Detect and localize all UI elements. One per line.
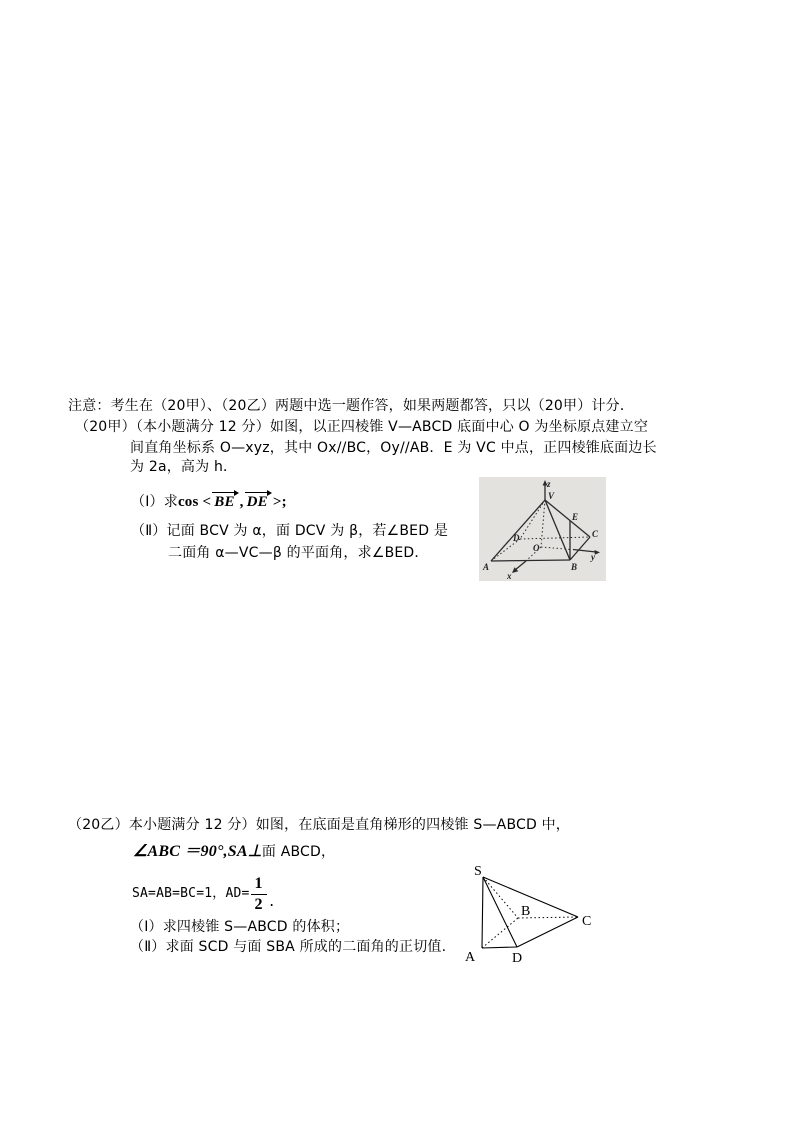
vertex-label-d: D — [512, 951, 523, 964]
angle-abc-expression: ∠ABC ＝90°,SA⊥ — [133, 843, 262, 860]
given-equalities: SA=AB=BC=1，AD= — [132, 886, 250, 901]
fraction-one-half — [251, 876, 267, 913]
axis-label-x: x — [507, 571, 512, 581]
fraction-denominator: 2 — [254, 895, 263, 913]
vertex-label-b: B — [521, 904, 531, 919]
figure1-svg — [479, 477, 606, 581]
vector-separator-comma: , — [239, 494, 244, 510]
notice-line: 注意：考生在（20甲）、（20乙）两题中选一题作答，如果两题都答，只以（20甲）计分． — [68, 398, 635, 414]
vertex-label-a: A — [483, 562, 490, 572]
part1-close: >; — [272, 494, 287, 510]
center-label-o: O — [533, 543, 540, 553]
part1-prefix: （Ⅰ）求 — [131, 494, 178, 510]
vertex-label-c: C — [592, 529, 599, 539]
figure1-hidden-edges — [491, 500, 590, 561]
vertex-label-c: C — [582, 914, 592, 929]
vertex-label-v: V — [548, 491, 555, 501]
problem-yi-part1-line: （Ⅰ）求四棱锥 S—ABCD 的体积； — [130, 919, 350, 935]
problem-jia-intro-line1: （20甲）（本小题满分 12 分）如图，以正四棱锥 V—ABCD 底面中心 O 为坐标原点建立空 — [75, 419, 649, 435]
problem-yi-math-line — [133, 844, 335, 860]
problem-yi-intro-line: （20乙）本小题满分 12 分）如图，在底面是直角梯形的四棱锥 S—ABCD 中， — [68, 817, 571, 833]
figure2-svg — [460, 862, 595, 964]
figure-pyramid-vabcd — [479, 477, 606, 581]
problem-jia-part2-line2: 二面角 α—VC—β 的平面角，求∠BED． — [168, 545, 429, 561]
cos-operator: cos < — [177, 494, 212, 510]
problem-yi-part2-line: （Ⅱ）求面 SCD 与面 SBA 所成的二面角的正切值. — [130, 939, 447, 955]
vertex-label-b: B — [571, 562, 578, 572]
plane-abcd-text: 面 ABCD， — [261, 844, 336, 860]
vertex-label-d: D — [513, 533, 520, 543]
figure1-solid-edges — [491, 484, 596, 570]
vertex-label-a: A — [465, 950, 476, 964]
problem-jia-intro-line2: 间直角坐标系 O—xyz，其中 Ox//BC，Oy//AB．E 为 VC 中点，正四棱锥底面边长 — [130, 440, 657, 456]
y-axis-arrow — [595, 550, 601, 555]
axis-label-z: z — [547, 479, 551, 489]
vector-de: DE — [245, 490, 272, 510]
vertex-label-e: E — [572, 512, 579, 522]
figure-pyramid-sabcd — [460, 862, 595, 964]
given-suffix: . — [267, 895, 276, 910]
problem-yi-given-line — [132, 874, 276, 913]
vertex-label-s: S — [474, 864, 482, 879]
vector-be: BE — [212, 490, 238, 510]
problem-jia-part2-line1: （Ⅱ）记面 BCV 为 α，面 DCV 为 β，若∠BED 是 — [131, 523, 449, 539]
problem-jia-part1-line — [131, 490, 287, 510]
axis-label-y: y — [591, 552, 595, 562]
problem-jia-intro-line3: 为 2a，高为 h． — [130, 459, 238, 475]
fraction-numerator: 1 — [251, 876, 267, 895]
